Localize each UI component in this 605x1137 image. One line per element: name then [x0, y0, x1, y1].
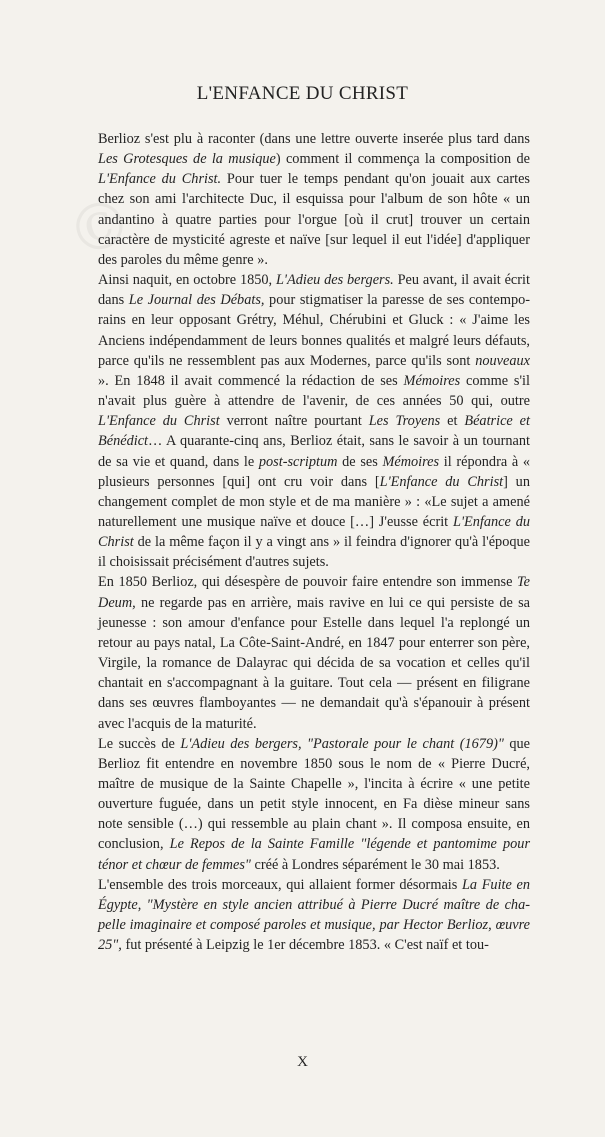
italic-run: Mémoires: [403, 372, 461, 389]
text-run: ne regarde pas en arrière, mais ravive en lui ce qui persiste de sa jeunesse : son amour d'enfance pour Estelle dans lequel l'a replongé un retour au pays natal, La Côte-Saint-André, en 1847 pour enterrer son père, Virgile, la romance de Dalayrac qui décida de sa vocation et celles qu'il chantait en s'accompagnant à la guitare. Tout cela — présent en filigrane dans ses œuvres flamboyantes — ne demandait qu'à s'épanouir à présent avec l'acquis de la maturité.: [98, 594, 530, 732]
paragraph: [98, 572, 530, 733]
text-run: que Berlioz fit entendre en novembre 1850 sous le nom de « Pierre Ducré, maître de musique de la Sainte Chapelle », l'incita à écrire « une petite ouverture fuguée, dans un petit style innocent, en Fa dièse mineur sans note sensible (…) qui ressemble au plain chant ». Il composa ensuite, en conclusion,: [98, 735, 531, 853]
italic-run: L'Adieu des bergers, "Pastorale pour le chant (1679)": [180, 735, 504, 752]
text-run: En 1850 Berlioz, qui désespère de pouvoir faire entendre son immense: [98, 574, 518, 591]
paragraph: [98, 734, 530, 875]
paragraph: [98, 270, 530, 572]
paragraph: [98, 875, 530, 956]
text-run: … A quarante-cinq ans, Berlioz était, sans le savoir à un tournant de sa vie et quand, dans le: [98, 433, 530, 470]
page-number: X: [297, 1054, 308, 1070]
text-run: comme s'il n'avait plus guère à attendre de l'avenir, de ces années 50 qui, outre: [98, 372, 530, 410]
italic-run: Béatrice et Bénédict: [98, 413, 530, 450]
italic-run: Le Repos de la Sainte Famille "légende et pantomime pour ténor et chœur de femmes": [98, 836, 531, 873]
text-run: Peu avant, il avait écrit dans: [98, 272, 530, 309]
italic-run: Le Journal des Débats,: [128, 292, 265, 309]
italic-run: Les Troyens: [368, 413, 441, 430]
italic-run: L'Enfance du Christ.: [98, 171, 222, 188]
body-text: [98, 129, 530, 955]
text-run: créé à Londres séparément le 30 mai 1853.: [250, 856, 500, 873]
text-run: ) comment il commença la composition de: [275, 151, 530, 168]
text-run: ] un changement complet de mon style et de ma manière » : «Le sujet a amené naturellement une musique naïve et douce […] J'eusse écrit: [98, 473, 530, 530]
italic-run: L'Adieu des bergers.: [275, 272, 394, 289]
chapter-title: L'ENFANCE DU CHRIST: [196, 83, 409, 104]
italic-run: La Fuite en Égypte, "Mystère en style ancien attribué à Pierre Ducré maître de chapelle imaginaire et composé paroles et musique, par Hector Berlioz, œuvre 25",: [98, 876, 530, 954]
italic-run: L'Enfance du Christ: [379, 473, 504, 490]
italic-run: post-scriptum: [258, 453, 338, 470]
italic-run: Mémoires: [382, 453, 440, 470]
text-run: de la même façon il y a vingt ans » il feindra d'ignorer qu'à l'époque il choisissait précisément d'autres sujets.: [98, 534, 530, 571]
text-run: Ainsi naquit, en octobre 1850,: [98, 272, 276, 289]
text-run: ». En 1848 il avait commencé la rédaction de ses: [98, 372, 404, 389]
italic-run: Te Deum,: [98, 574, 530, 611]
italic-run: L'Enfance du Christ: [98, 413, 220, 430]
text-run: pour stigmatiser la paresse de ses contemporains en leur opposant Grétry, Méhul, Chérubini et Gluck : « J'aime les Anciens indépendamment de leurs bonnes qualités et malgré leurs défauts, parce qu'ils ne ressemblent pas aux Modernes, parce qu'ils sont: [98, 292, 531, 369]
text-run: verront naître pourtant: [219, 413, 369, 430]
italic-run: L'Enfance du Christ: [98, 513, 530, 551]
text-run: de ses: [337, 453, 383, 470]
text-run: Le succès de: [98, 735, 181, 752]
text-run: Pour tuer le temps pendant qu'on jouait aux cartes chez son ami l'architecte Duc, il esquissa pour l'album de son hôte « un andantino à quatre parties pour l'orgue [où il crut] trouver un certain caractère de mysticité agreste et naïve [sur lequel il eut l'idée] d'appliquer des paroles du même genre ».: [98, 171, 530, 268]
text-run: et: [440, 413, 465, 430]
text-run: fut présenté à Leipzig le 1er décembre 1853. « C'est naïf et tou-: [121, 937, 489, 954]
text-run: L'ensemble des trois morceaux, qui allaient former désormais: [98, 876, 462, 893]
italic-run: Les Grotesques de la musique: [98, 151, 276, 168]
text-run: Berlioz s'est plu à raconter (dans une lettre ouverte inserée plus tard dans: [98, 131, 530, 147]
text-run: il répondra à « plusieurs personnes [qui] ont cru voir dans [: [98, 453, 530, 490]
italic-run: nouveaux: [475, 352, 530, 369]
paragraph: [98, 129, 530, 270]
